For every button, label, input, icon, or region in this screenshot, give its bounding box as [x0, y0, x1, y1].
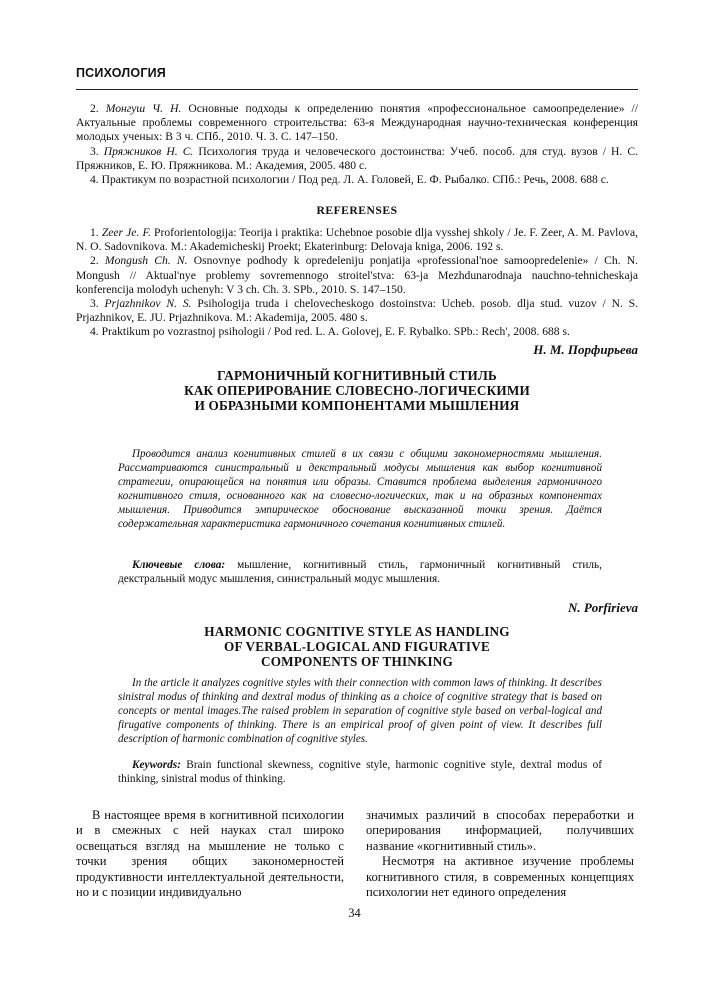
reference-text: Proforientologija: Teorija i praktika: Uchebnoe posobie dlja vysshej shkoly / Je. F. Zeer, A. M. Pavlova, N. O. Sadovnikova. M.: Akademicheskij Proekt; Ekaterinburg: Delovaja kniga, 2006. 192 s. [76, 226, 638, 254]
references-heading: REFERENSES [316, 204, 398, 217]
reference-number: 2. [90, 254, 99, 268]
keywords-label: Ключевые слова: [132, 559, 226, 571]
reference-author: Mongush Ch. N. [104, 254, 188, 268]
header-rule [76, 89, 638, 90]
reference-text: Psihologija truda i chelovecheskogo dostoinstva: Ucheb. posob. dlja stud. vuzov / N. S. Prjazhnikov, E. JU. Prjazhnikova. M.: Akademija, 2005. 480 s. [76, 297, 639, 325]
body-paragraph: Несмотря на активное изучение проблемы когнитивного стиля, в современных концепциях психологии нет единого определения [366, 854, 634, 900]
abstract-text: In the article it analyzes cognitive styles with their connection with common laws of thinking. It describes sinistral modus of thinking and dextral modus of thinking as a choice of cognitive strategy that is based on concepts or mental images.The raised problem in separation of cognitive style based on verbal-logical and firugative components of thinking. There is an empirical proof of given point of view. It describes full description of harmonic combination of cognitive styles. [118, 677, 602, 746]
reference-number: 3. [90, 297, 99, 311]
reference-item [76, 102, 638, 145]
article-title-ru [96, 368, 618, 413]
keywords-en [118, 758, 602, 786]
reference-number: 2. [90, 102, 99, 115]
reference-author: Zeer Je. F. [101, 226, 151, 239]
body-paragraph: В настоящее время в когнитивной психологии и в смежных с ней науках стал широко освещаться взгляд на мышление не только с точки зрения общих закономерностей продуктивности интеллектуальной деятельности, но и с позиции индивидуально [76, 808, 344, 900]
reference-text: Психология труда и человеческого достоинства: Учеб. пособ. для студ. вузов / Н. С. Пряжников, Е. Ю. Пряжникова. М.: Академия, 2005. 480 с. [76, 144, 638, 172]
reference-item [76, 226, 638, 254]
reference-text: Osnovnye podhody k opredeleniju ponjatija «professional'noe samoopredelenie» / Ch. N. Mongush // Aktual'nye problemy sovremennogo stroitel'stva: 63-ja Mezhdunarodnaja nauchno-tehnicheskaja konferencija molodyh uchenyh: V 3 ch. Ch. 3. SPb., 2010. S. 147–150. [76, 254, 638, 296]
article-author-en: N. Porfirieva [567, 600, 638, 615]
reference-number: 4. [90, 173, 99, 187]
title-line: HARMONIC COGNITIVE STYLE AS HANDLING [204, 624, 510, 639]
title-line: OF VERBAL-LOGICAL AND FIGURATIVE [224, 639, 490, 654]
reference-number: 4. [90, 325, 99, 339]
body-column-right [366, 808, 634, 900]
reference-text: Praktikum po vozrastnoj psihologii / Pod red. L. A. Golovej, E. F. Rybalko. SPb.: Rech', 2008. 688 s. [101, 325, 570, 339]
abstract-text: Проводится анализ когнитивных стилей в их связи с общими закономерностями мышления. Рассматриваются синистральный и декстральный модусы мышления как выбор когнитивной стратегии, опирающейся на понятия или образы. Ставится проблема выделения гармоничного когнитивного стиля, основанного как на словесно-логических, так и на образных компонентах мышления. Приводится эмпирическое обоснование высказанной точки зрения. Даётся содержательная характеристика гармоничного сочетания когнитивных стилей. [118, 448, 602, 531]
keywords-text: Brain functional skewness, cognitive style, harmonic cognitive style, dextral modus of thinking, sinistral modus of thinking. [118, 759, 602, 786]
title-line: И ОБРАЗНЫМИ КОМПОНЕНТАМИ МЫШЛЕНИЯ [194, 398, 520, 413]
article-title-en [96, 624, 618, 669]
keywords-text: мышление, когнитивный стиль, гармоничный когнитивный стиль, декстральный модус мышления, синистральный модус мышления. [118, 559, 602, 586]
reference-item [76, 254, 638, 297]
reference-text: Практикум по возрастной психологии / Под ред. Л. А. Головей, Е. Ф. Рыбалко. СПб.: Речь, 2008. 688 с. [101, 173, 609, 187]
abstract-ru [118, 447, 602, 532]
reference-number: 3. [90, 144, 99, 158]
reference-item [76, 145, 638, 173]
body-paragraph: значимых различий в способах переработки и оперирования информацией, получивших название «когнитивный стиль». [366, 808, 634, 853]
title-line: КАК ОПЕРИРОВАНИЕ СЛОВЕСНО-ЛОГИЧЕСКИМИ [184, 383, 530, 398]
references-ru [76, 102, 638, 187]
article-author-ru: Н. М. Порфирьева [533, 342, 638, 357]
page-number: 34 [348, 906, 361, 920]
reference-text: Основные подходы к определению понятия «профессиональное самоопределение» // Актуальные проблемы современного строительства: 63-я Международная научно-техническая конференция молодых ученых: В 3 ч. СПб., 2010. Ч. 3. С. 147–150. [76, 102, 638, 144]
reference-author: Prjazhnikov N. S. [104, 297, 192, 311]
reference-item [76, 325, 638, 339]
references-en [76, 226, 638, 340]
body-column-left [76, 808, 344, 900]
abstract-en [118, 676, 602, 746]
reference-item [76, 297, 638, 325]
running-head: ПСИХОЛОГИЯ [76, 66, 166, 80]
reference-number: 1. [90, 226, 99, 239]
keywords-ru [118, 558, 602, 586]
reference-author: Пряжников Н. С. [103, 144, 194, 158]
reference-author: Монгуш Ч. Н. [105, 102, 182, 115]
title-line: ГАРМОНИЧНЫЙ КОГНИТИВНЫЙ СТИЛЬ [217, 368, 497, 383]
keywords-label: Keywords: [132, 759, 181, 771]
title-line: COMPONENTS OF THINKING [261, 654, 453, 669]
reference-item [76, 173, 638, 187]
